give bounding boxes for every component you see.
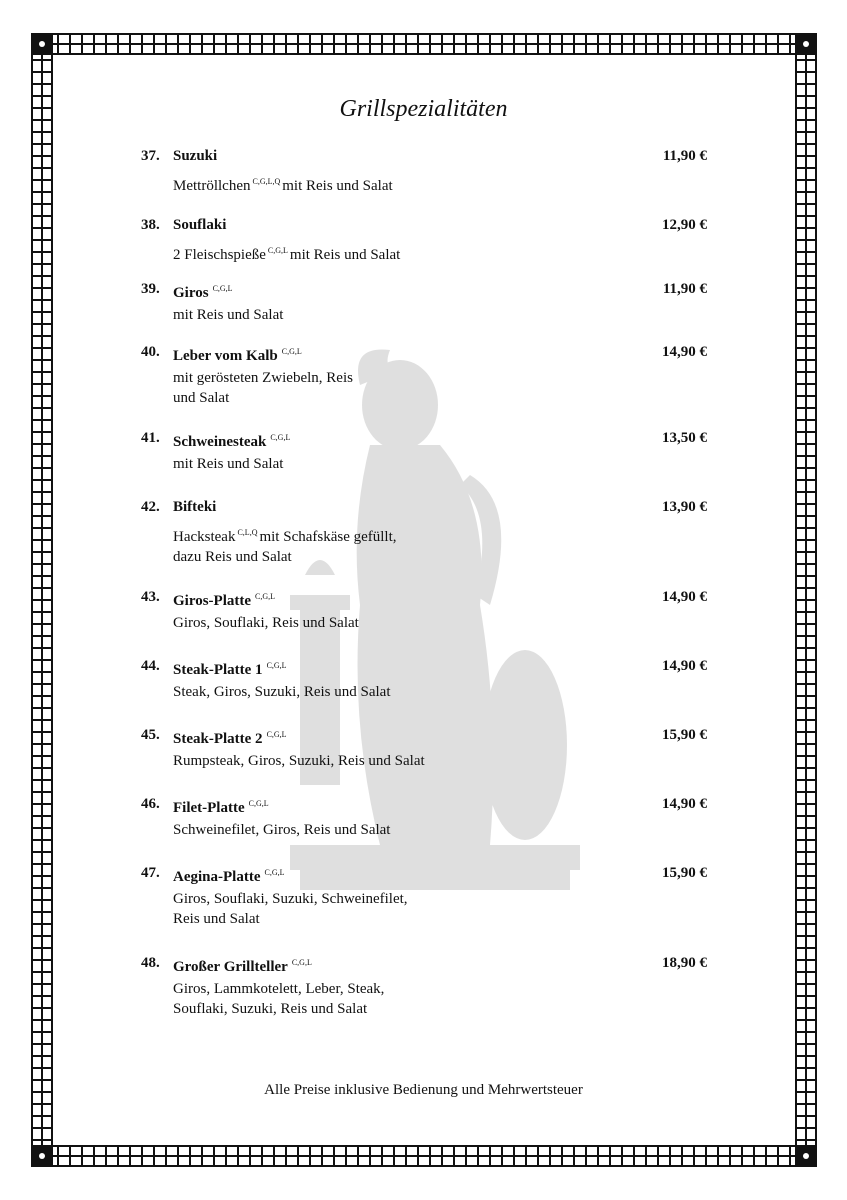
allergen-codes: C,L,Q bbox=[237, 528, 258, 537]
corner-ornament bbox=[795, 1145, 817, 1167]
menu-item-name-text: Aegina-Platte bbox=[173, 869, 261, 885]
menu-item-description bbox=[173, 820, 473, 840]
description-text: und Salat bbox=[173, 390, 230, 406]
description-text: mit Reis und Salat bbox=[173, 307, 284, 323]
menu-item-description bbox=[173, 979, 473, 1019]
allergen-codes: C,G,L bbox=[212, 284, 233, 293]
menu-item-description bbox=[173, 889, 473, 929]
description-text: mit Schafskäse gefüllt, bbox=[259, 529, 397, 545]
allergen-codes: C,G,L bbox=[266, 730, 287, 739]
menu-item bbox=[141, 278, 711, 325]
menu-item-number: 44. bbox=[141, 658, 160, 674]
menu-item-header bbox=[141, 952, 711, 974]
menu-item-number: 39. bbox=[141, 281, 160, 297]
menu-item bbox=[141, 341, 711, 408]
menu-item-description bbox=[173, 613, 473, 633]
menu-item-name bbox=[173, 427, 290, 453]
menu-item-price: 14,90 € bbox=[662, 344, 707, 360]
menu-item-name-text: Leber vom Kalb bbox=[173, 348, 278, 364]
menu-item-header bbox=[141, 145, 711, 167]
border-left bbox=[31, 33, 53, 1167]
menu-item-header bbox=[141, 496, 711, 518]
menu-item-name bbox=[173, 793, 269, 819]
menu-item-name bbox=[173, 145, 217, 167]
description-text: Mettröllchen bbox=[173, 178, 251, 194]
menu-item-description bbox=[173, 368, 473, 408]
menu-item-name-text: Giros-Platte bbox=[173, 593, 252, 609]
menu-item-header bbox=[141, 278, 711, 300]
menu-item-price: 12,90 € bbox=[662, 217, 707, 233]
menu-item-price: 15,90 € bbox=[662, 727, 707, 743]
corner-ornament bbox=[795, 33, 817, 55]
menu-item-number: 41. bbox=[141, 430, 160, 446]
menu-item-price: 11,90 € bbox=[662, 148, 707, 164]
menu-item-header bbox=[141, 862, 711, 884]
menu-item bbox=[141, 496, 711, 563]
menu-item-number: 37. bbox=[141, 148, 160, 164]
menu-item-name-text: Steak-Platte 1 bbox=[173, 662, 263, 678]
menu-item-name-text: Suzuki bbox=[173, 148, 218, 164]
menu-item-header bbox=[141, 427, 711, 449]
menu-item-name bbox=[173, 655, 287, 681]
description-text: Schweinefilet, Giros, Reis und Salat bbox=[173, 822, 391, 838]
menu-item-description bbox=[173, 751, 473, 771]
menu-item-number: 47. bbox=[141, 865, 160, 881]
menu-item-number: 38. bbox=[141, 217, 160, 233]
description-text: Giros, Souflaki, Reis und Salat bbox=[173, 615, 359, 631]
menu-item bbox=[141, 214, 711, 261]
price-note: Alle Preise inklusive Bedienung und Mehrwertsteuer bbox=[264, 1082, 583, 1098]
menu-item-name bbox=[173, 952, 312, 978]
menu-item-description bbox=[173, 241, 473, 265]
menu-item bbox=[141, 952, 711, 1019]
menu-item-price: 14,90 € bbox=[662, 589, 707, 605]
description-text: Hacksteak bbox=[173, 529, 236, 545]
menu-item-name bbox=[173, 278, 233, 304]
menu-item bbox=[141, 655, 711, 702]
description-text: Souflaki, Suzuki, Reis und Salat bbox=[173, 1001, 368, 1017]
menu-item-header bbox=[141, 655, 711, 677]
menu-item-name bbox=[173, 496, 216, 518]
corner-ornament bbox=[31, 33, 53, 55]
menu-item-number: 40. bbox=[141, 344, 160, 360]
menu-item-name-text: Souflaki bbox=[173, 217, 227, 233]
border-bottom bbox=[31, 1145, 817, 1167]
menu-item-name-text: Großer Grillteller bbox=[173, 959, 288, 975]
menu-item-description bbox=[173, 172, 473, 196]
border-right bbox=[795, 33, 817, 1167]
menu-item-header bbox=[141, 586, 711, 608]
menu-item-price: 15,90 € bbox=[662, 865, 707, 881]
menu-item-number: 43. bbox=[141, 589, 160, 605]
description-text: Reis und Salat bbox=[173, 911, 260, 927]
page-title: Grillspezialitäten bbox=[339, 96, 508, 122]
menu-list bbox=[141, 145, 711, 1019]
menu-item-name-text: Giros bbox=[173, 285, 209, 301]
menu-item-name-text: Steak-Platte 2 bbox=[173, 731, 263, 747]
menu-item-price: 13,90 € bbox=[662, 499, 707, 515]
menu-item-header bbox=[141, 793, 711, 815]
menu-item-price: 18,90 € bbox=[662, 955, 707, 971]
menu-item-number: 42. bbox=[141, 499, 160, 515]
menu-item-price: 13,50 € bbox=[662, 430, 707, 446]
menu-item-name bbox=[173, 214, 226, 236]
menu-item-name-text: Schweinesteak bbox=[173, 434, 267, 450]
menu-item-name bbox=[173, 341, 302, 367]
menu-item-header bbox=[141, 341, 711, 363]
description-text: mit Reis und Salat bbox=[173, 456, 284, 472]
description-text: Rumpsteak, Giros, Suzuki, Reis und Salat bbox=[173, 753, 425, 769]
menu-item-name bbox=[173, 586, 275, 612]
menu-item-number: 48. bbox=[141, 955, 160, 971]
description-text: mit gerösteten Zwiebeln, Reis bbox=[173, 370, 353, 386]
menu-item-name-text: Bifteki bbox=[173, 499, 217, 515]
menu-item bbox=[141, 724, 711, 771]
menu-item-name-text: Filet-Platte bbox=[173, 800, 245, 816]
description-text: 2 Fleischspieße bbox=[173, 247, 266, 263]
menu-item-name bbox=[173, 862, 284, 888]
menu-item-price: 11,90 € bbox=[662, 281, 707, 297]
menu-item-description bbox=[173, 523, 473, 567]
allergen-codes: C,G,L bbox=[264, 868, 285, 877]
allergen-codes: C,G,L,Q bbox=[252, 177, 281, 186]
menu-item bbox=[141, 586, 711, 633]
menu-item-description bbox=[173, 454, 473, 474]
menu-item-name bbox=[173, 724, 287, 750]
allergen-codes: C,G,L bbox=[248, 799, 269, 808]
menu-item bbox=[141, 862, 711, 929]
menu-item-price: 14,90 € bbox=[662, 796, 707, 812]
allergen-codes: C,G,L bbox=[266, 661, 287, 670]
allergen-codes: C,G,L bbox=[291, 958, 312, 967]
menu-item bbox=[141, 145, 711, 192]
allergen-codes: C,G,L bbox=[267, 246, 288, 255]
menu-item-number: 46. bbox=[141, 796, 160, 812]
description-text: dazu Reis und Salat bbox=[173, 549, 292, 565]
allergen-codes: C,G,L bbox=[255, 592, 276, 601]
description-text: Steak, Giros, Suzuki, Reis und Salat bbox=[173, 684, 391, 700]
menu-item bbox=[141, 427, 711, 474]
menu-item-price: 14,90 € bbox=[662, 658, 707, 674]
description-text: Giros, Souflaki, Suzuki, Schweinefilet, bbox=[173, 891, 408, 907]
description-text: mit Reis und Salat bbox=[289, 247, 401, 263]
description-text: Giros, Lammkotelett, Leber, Steak, bbox=[173, 981, 385, 997]
menu-item-description bbox=[173, 682, 473, 702]
menu-item-header bbox=[141, 724, 711, 746]
menu-item-description bbox=[173, 305, 473, 325]
allergen-codes: C,G,L bbox=[270, 433, 291, 442]
menu-item-number: 45. bbox=[141, 727, 160, 743]
corner-ornament bbox=[31, 1145, 53, 1167]
menu-item-header bbox=[141, 214, 711, 236]
border-top bbox=[31, 33, 817, 55]
menu-item bbox=[141, 793, 711, 840]
allergen-codes: C,G,L bbox=[281, 347, 302, 356]
description-text: mit Reis und Salat bbox=[282, 178, 393, 194]
